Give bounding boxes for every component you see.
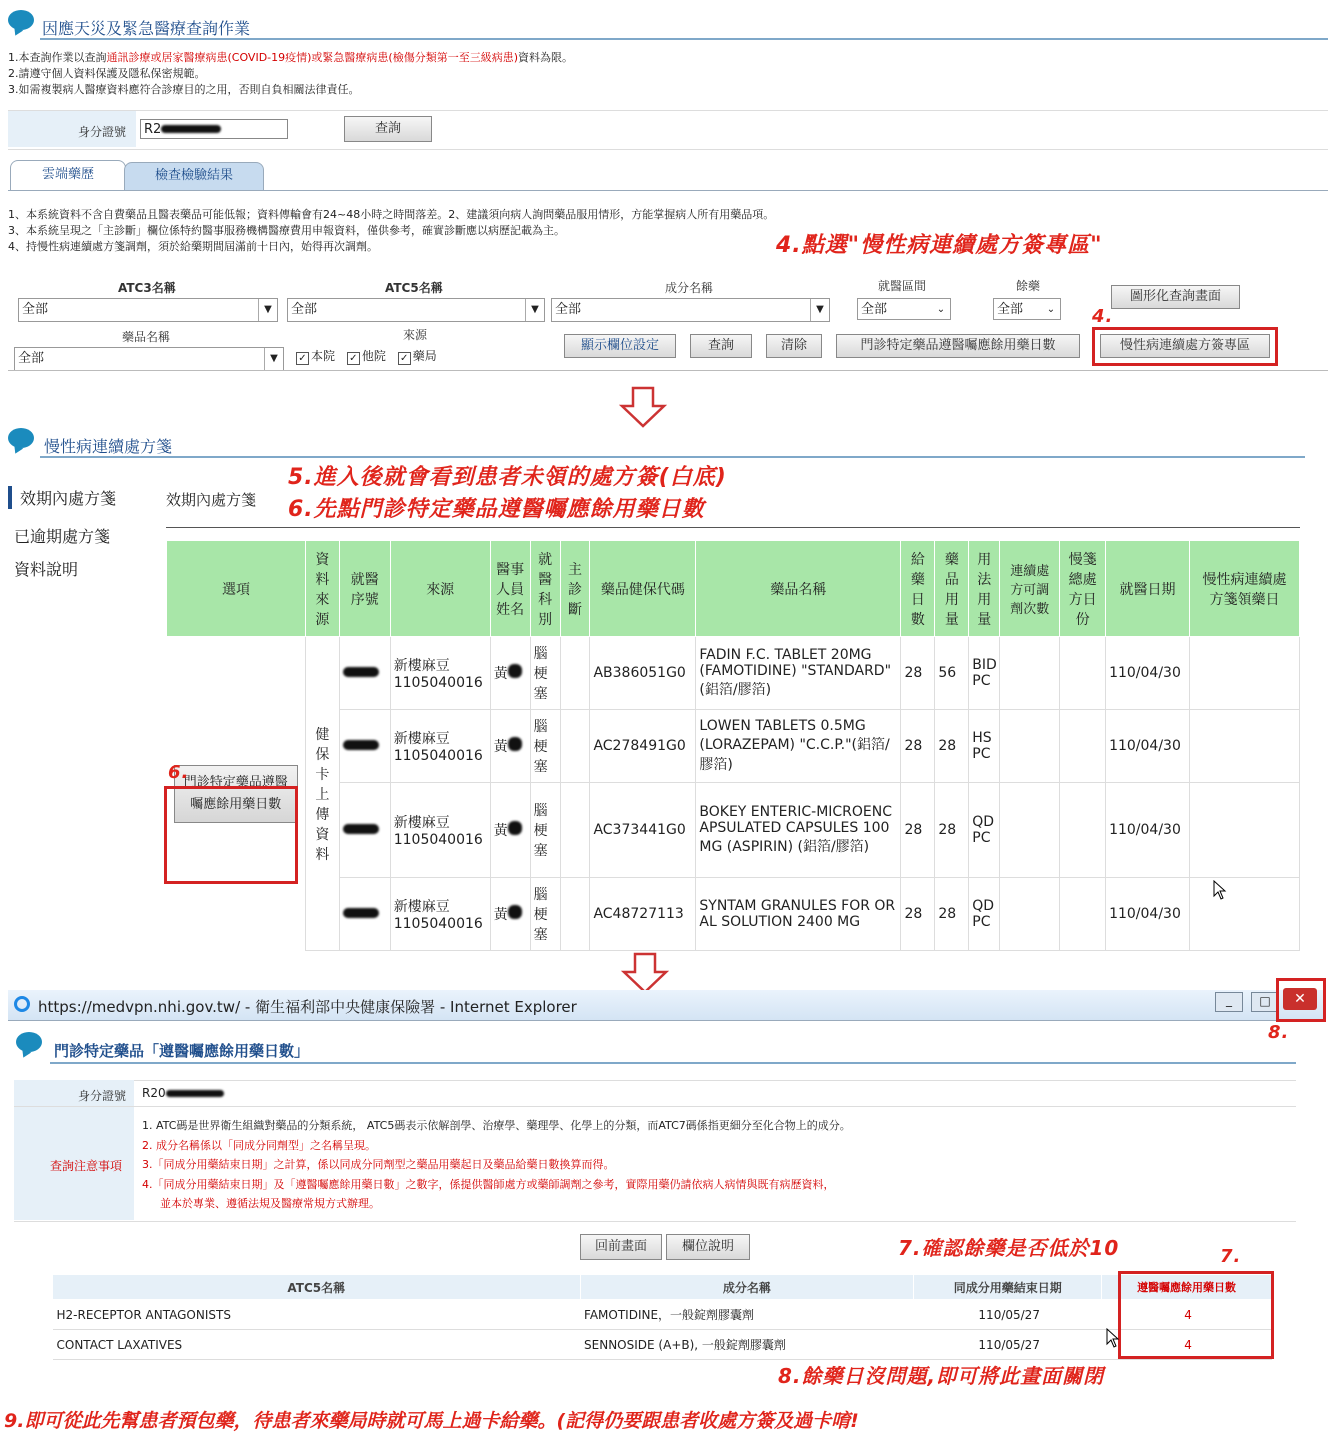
popup-id-value: R20 (142, 1086, 224, 1100)
annotation-step4: 4.點選"慢性病連續處方簽專區" (776, 233, 1103, 258)
window-title: https://medvpn.nhi.gov.tw/ - 衛生福利部中央健康保險署 - Internet Explorer (38, 998, 577, 1016)
chevron-down-icon: ▼ (258, 299, 277, 321)
down-arrow-icon (618, 386, 668, 428)
table-row: 門診特定藥品遵醫囑應餘用藥日數 健保卡上傳資料 新樓麻豆 1105040016 黃 腦梗塞 AB386051G0 FADIN F.C. TABLET 20MG (FAMOTIDINE) "STANDARD"(鋁箔/膠箔) 28 56 BID PC 110/04/30 (167, 637, 1300, 710)
speech-bubble-icon (8, 10, 34, 30)
id-label: 身分證號 (78, 125, 127, 139)
table-row: H2-RECEPTOR ANTAGONISTS FAMOTIDINE，一般錠劑膠囊劑 110/05/27 4 (53, 1300, 1272, 1330)
table-header-row: ATC5名稱 成分名稱 同成分用藥結束日期 遵醫囑應餘用藥日數 (53, 1275, 1272, 1300)
down-arrow-icon (620, 952, 670, 994)
field-help-button[interactable]: 欄位說明 (666, 1234, 750, 1260)
section-title: 效期內處方箋 (166, 491, 257, 509)
drug-select[interactable]: 全部 ▼ (14, 347, 284, 371)
region-select[interactable]: 全部 ⌄ (857, 298, 951, 320)
notes-label: 查詢注意事項 (50, 1159, 123, 1173)
annotation-step9: 9.即可從此先幫患者預包藥，待患者來藥局時就可馬上過卡給藥。(記得仍要跟患者收處方簽及過卡唷! (4, 1410, 859, 1432)
source-own-checkbox[interactable]: ✓ 本院 (296, 349, 335, 363)
table-header-row: 選項 資料來源 就醫序號 來源 醫事人員姓名 就醫科別 主診斷 藥品健保代碼 藥品名稱 給藥日數 藥品用量 用法用量 連續處方可調劑次數 慢箋總處方日份 就醫日期 慢性病連續處方箋領藥日 (167, 541, 1300, 637)
column-settings-button[interactable]: 顯示欄位設定 (564, 334, 676, 358)
annotation-step6: 6.先點門診特定藥品遵醫囑應餘用藥日數 (288, 497, 705, 522)
maximize-button[interactable]: □ (1251, 992, 1279, 1012)
ingredient-select[interactable]: 全部 ▼ (551, 298, 830, 322)
source-other-checkbox[interactable]: ✓ 他院 (347, 349, 386, 363)
query-id-button[interactable]: 查詢 (344, 116, 432, 142)
ie-icon (14, 996, 30, 1012)
back-button[interactable]: 回前畫面 (580, 1234, 662, 1260)
atc5-select[interactable]: 全部 ▼ (287, 298, 545, 322)
chevron-down-icon: ⌄ (1046, 304, 1056, 315)
graph-view-button[interactable]: 圖形化查詢畫面 (1111, 285, 1240, 309)
id-input[interactable]: R2 (140, 119, 288, 139)
source-checkboxes (296, 347, 437, 365)
table-row: 新樓麻豆 1105040016 黃 腦梗塞 AC373441G0 BOKEY ENTERIC-MICROENCAPSULATED CAPSULES 100MG (ASPIRIN) (鋁箔/膠箔) 28 28 QD PC 110/04/30 (167, 783, 1300, 878)
annotation-step6-small: 6. (168, 762, 190, 783)
annotation-step8-small: 8. (1268, 1022, 1290, 1043)
chevron-down-icon: ▼ (810, 299, 829, 321)
source-pharmacy-checkbox[interactable]: ✓ 藥局 (398, 349, 437, 363)
nav-expired-rx[interactable]: 已逾期處方箋 (14, 527, 111, 546)
annotation-step5: 5.進入後就會看到患者未領的處方簽(白底) (288, 465, 727, 490)
minimize-button[interactable]: _ (1215, 992, 1243, 1012)
popup-result-table (52, 1274, 1272, 1360)
speech-bubble-icon (16, 1032, 42, 1052)
chevron-down-icon: ▼ (264, 348, 283, 370)
query-button[interactable]: 查詢 (690, 334, 752, 358)
popup-id-label: 身分證號 (78, 1089, 127, 1103)
close-button[interactable]: ✕ (1283, 988, 1317, 1010)
atc3-select[interactable]: 全部 ▼ (18, 298, 278, 322)
info-text: 1、本系統資料不含自費藥品且醫表藥品可能低報；資料傳輸會有24~48小時之時間落差。2、建議須向病人詢問藥品服用情形，方能掌握病人所有用藥品項。 3、本系統呈現之「主診斷」欄位係特約醫事服務機構醫療費用申報資料，僅供參考，確實診斷應以病歷記載為主。 4、持慢性病連續處方箋調劑，須於給藥期間屆滿前十日內，始得再次調劑。 (8, 208, 775, 253)
annotation-step7-small: 7. (1220, 1246, 1242, 1267)
notice-text: 1.本查詢作業以查詢通訊診療或居家醫療病患(COVID-19疫情)或緊急醫療病患(檢傷分類第一至三級病患)資料為限。 2.請遵守個人資料保護及隱私保密規範。 3.如需複製病人醫療資料應符合診療目的之用，否則自負相關法律責任。 (8, 51, 574, 96)
special-drug-days-button[interactable]: 門診特定藥品遵醫囑應餘用藥日數 (836, 334, 1080, 358)
clear-button[interactable]: 清除 (766, 334, 822, 358)
speech-bubble-icon (8, 428, 34, 448)
mouse-cursor-icon (1213, 880, 1227, 900)
annotation-step8: 8.餘藥日沒問題,即可將此畫面關閉 (778, 1364, 1105, 1388)
annotation-step4-small: 4. (1092, 306, 1114, 327)
table-row: CONTACT LAXATIVES SENNOSIDE (A+B), 一般錠劑膠囊劑 110/05/27 4 (53, 1330, 1272, 1360)
chronic-rx-zone-button[interactable]: 慢性病連續處方簽專區 (1100, 334, 1270, 358)
chevron-down-icon: ▼ (525, 299, 544, 321)
special-drug-days-option-button[interactable]: 門診特定藥品遵醫囑應餘用藥日數 (174, 765, 298, 823)
nav-data-help[interactable]: 資料說明 (14, 560, 79, 579)
popup-title: 門診特定藥品「遵醫囑應餘用藥日數」 (54, 1042, 310, 1060)
popup-notes: 1. ATC碼是世界衛生組織對藥品的分類系統， ATC5碼表示依解剖學、治療學、藥理學、化學上的分類，而ATC7碼係指更細分至化合物上的成分。 2. 成分名稱係以「同成分同劑型」之名稱呈現。 3.「同成分用藥結束日期」之計算，係以同成分同劑型之藥品用藥起日及藥品給藥日數換算而得。 4.「同成分用藥結束日期」及「遵醫囑應餘用藥日數」之數字，係提供醫師處方或藥師調劑之參考，實際用藥仍請依病人病情與既有病歷資料， 並本於專業、遵循法規及醫療常規方式辦理。 (142, 1119, 851, 1210)
chevron-down-icon: ⌄ (936, 304, 946, 315)
page-title: 因應天災及緊急醫療查詢作業 (42, 19, 251, 38)
table-row: 新樓麻豆 1105040016 黃 腦梗塞 AC278491G0 LOWEN TABLETS 0.5MG (LORAZEPAM) "C.C.P."(鋁箔/膠箔) 28 28 HS PC 110/04/30 (167, 710, 1300, 783)
tab-cloud-history[interactable]: 雲端藥歷 (10, 160, 126, 191)
leftover-select[interactable]: 全部 ⌄ (993, 298, 1061, 320)
data-source: 健保卡上傳資料 (315, 726, 330, 863)
chronic-rx-table (166, 540, 1300, 951)
chronic-title: 慢性病連續處方箋 (44, 437, 173, 456)
table-row: 新樓麻豆 1105040016 黃 腦梗塞 AC48727113 SYNTAM GRANULES FOR ORAL SOLUTION 2400 MG 28 28 QD PC 110/04/30 (167, 878, 1300, 951)
tab-lab-results[interactable]: 檢查檢驗結果 (124, 162, 264, 191)
nav-valid-rx[interactable]: 效期內處方箋 (8, 486, 116, 509)
mouse-cursor-icon (1106, 1328, 1120, 1348)
annotation-step7: 7.確認餘藥是否低於10 (898, 1236, 1120, 1260)
